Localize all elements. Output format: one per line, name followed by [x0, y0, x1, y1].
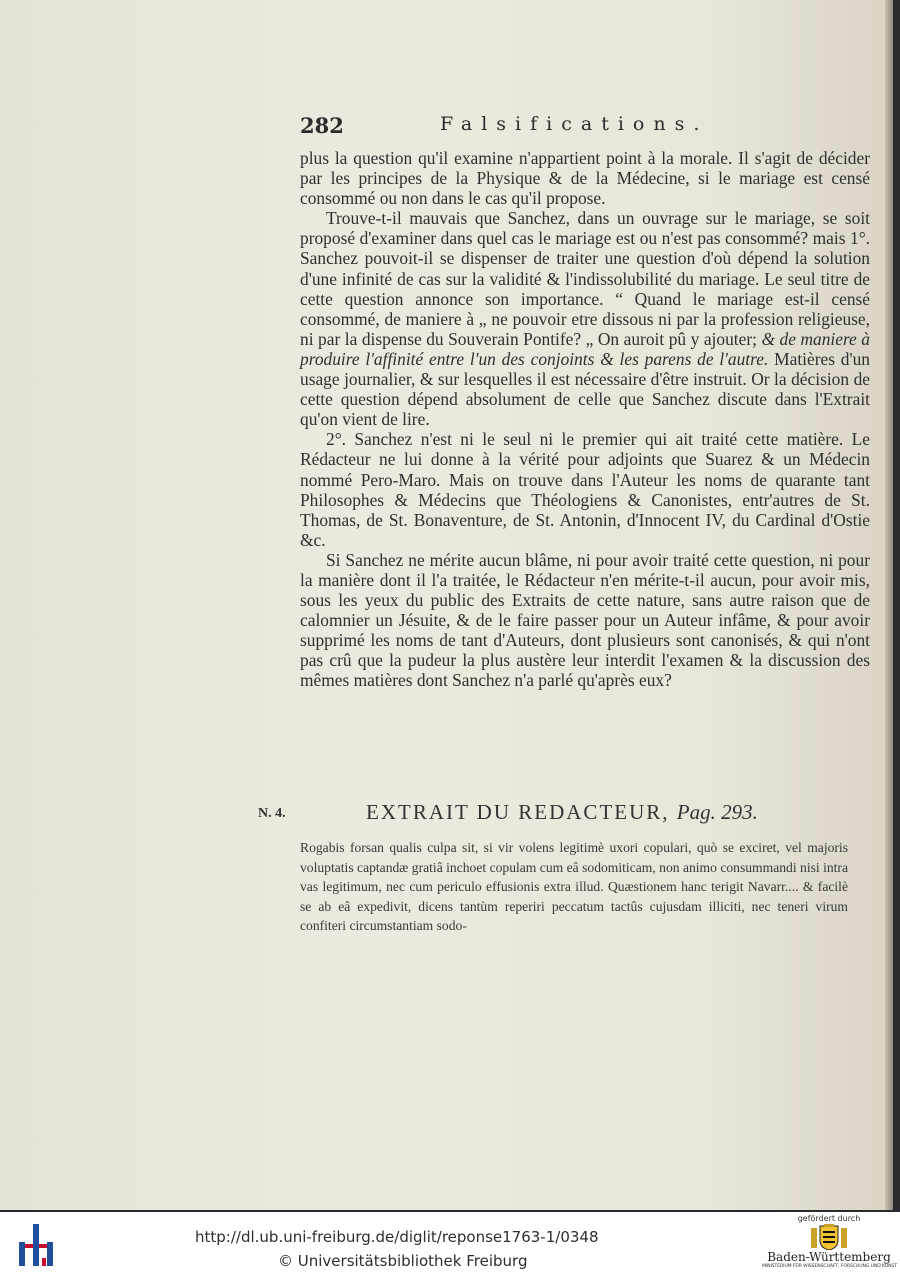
sponsor-label: gefördert durch: [797, 1214, 861, 1223]
page-edge: [885, 0, 893, 1210]
sponsor-logo: [762, 1214, 896, 1276]
page-header: [300, 113, 880, 147]
paragraph-text: Matières d'un usage journalier, & sur lesquelles il est nécessaire d'être instruit. Or la décision de cette question dépend absolument de celle que Sanchez discute dans l'Extrait qu'on vient de lire.: [300, 348, 870, 430]
extract-heading: [258, 800, 878, 830]
extract-title: [366, 800, 758, 825]
viewer-footer: [0, 1212, 900, 1277]
body-paragraph: [300, 550, 870, 691]
paragraph-text: Si Sanchez ne mérite aucun blâme, ni pour avoir traité cette question, ni pour la manière dont il l'a traitée, le Rédacteur n'en mérite-t-il aucun, pour avoir mis, sous les yeux du public des Extraits de cette nature, sans autre raison que de calomnier un Jésuite, & de le faire passer pour un Auteur infâme, & pour avoir supprimé les noms de tant d'Auteurs, dont plusieurs sont canonisés, & qui n'ont pas crû que la pudeur la plus austère leur interdit l'examen & la discussion des mêmes matières dont Sanchez n'a parlé qu'après eux?: [300, 549, 870, 691]
paragraph-text: 2°. Sanchez n'est ni le seul ni le premier qui ait traité cette matière. Le Rédacteur ne lui donne à la vérité pour adjoints que Suarez & un Médecin nommé Pero-Maro. Mais on trouve dans l'Auteur les noms de quarante tant Philosophes & Médecins que Théologiens & Canonistes, entr'autres de St. Thomas, de St. Bonaventure, de St. Antonin, d'Innocent IV, du Cardinal d'Ostie &c.: [300, 429, 870, 550]
marginal-note: N. 4.: [258, 806, 286, 821]
extract-page-ref: Pag. 293.: [676, 800, 758, 824]
sponsor-name: Baden-Württemberg: [767, 1250, 891, 1264]
permalink-url[interactable]: http://dl.ub.uni-freiburg.de/diglit/reponse1763-1/0348: [195, 1228, 599, 1246]
body-text: [300, 148, 870, 691]
body-paragraph: [300, 208, 870, 429]
body-paragraph: [300, 429, 870, 550]
italic-phrase: & de maniere à produire l'affinité entre l'un des conjoints & les parens de l'autre.: [300, 328, 870, 369]
sponsor-subtitle: MINISTERIUM FÜR WISSENSCHAFT, FORSCHUNG UND KUNST: [762, 1264, 897, 1269]
latin-quotation: Rogabis forsan qualis culpa sit, si vir volens legitimè uxori copulari, quò se exciret, vel majoris voluptatis captandæ gratiâ inchoet copulam cum eâ sodomiticam, non animo consummandi nisi intra vas legitimum, nec cum periculo effusionis extra illud. Quæstionem hanc terigit Navarr.... & facilè se ab eâ expedivit, dicens tantùm reperiri peccatum tactûs cujusdam illiciti, nec teneri virum confiteri circumstantiam sodo-: [300, 840, 848, 934]
paragraph-text: Trouve-t-il mauvais que Sanchez, dans un ouvrage sur le mariage, se soit proposé d'examiner dans quel cas le mariage est ou n'est pas consommé? mais 1°. Sanchez pouvoit-il se dispenser de traiter une question d'où dépend la solution d'une infinité de cas sur la validité & l'indissolubilité du mariage. Le seul titre de cette question annonce son importance. “ Quand le mariage est-il censé consommé, de maniere à „ ne pouvoir etre dissous ni par la profession religieuse, ni par la dispense du Souverain Pontife? „ On auroit pû y ajouter;: [300, 208, 870, 349]
running-title: Falsifications.: [440, 113, 709, 135]
paragraph-text: plus la question qu'il examine n'appartient point à la morale. Il s'agit de décider par les principes de la Physique & de la Médecine, si le mariage est censé consommé ou non dans le cas qu'il propose.: [300, 148, 870, 209]
page-number: 282: [300, 113, 344, 138]
coat-of-arms-icon: [811, 1224, 847, 1250]
university-library-logo-icon: [16, 1224, 56, 1266]
copyright-notice: © Universitätsbibliothek Freiburg: [278, 1252, 528, 1270]
body-paragraph: [300, 148, 870, 208]
extract-title-text: EXTRAIT DU REDACTEUR,: [366, 800, 670, 824]
